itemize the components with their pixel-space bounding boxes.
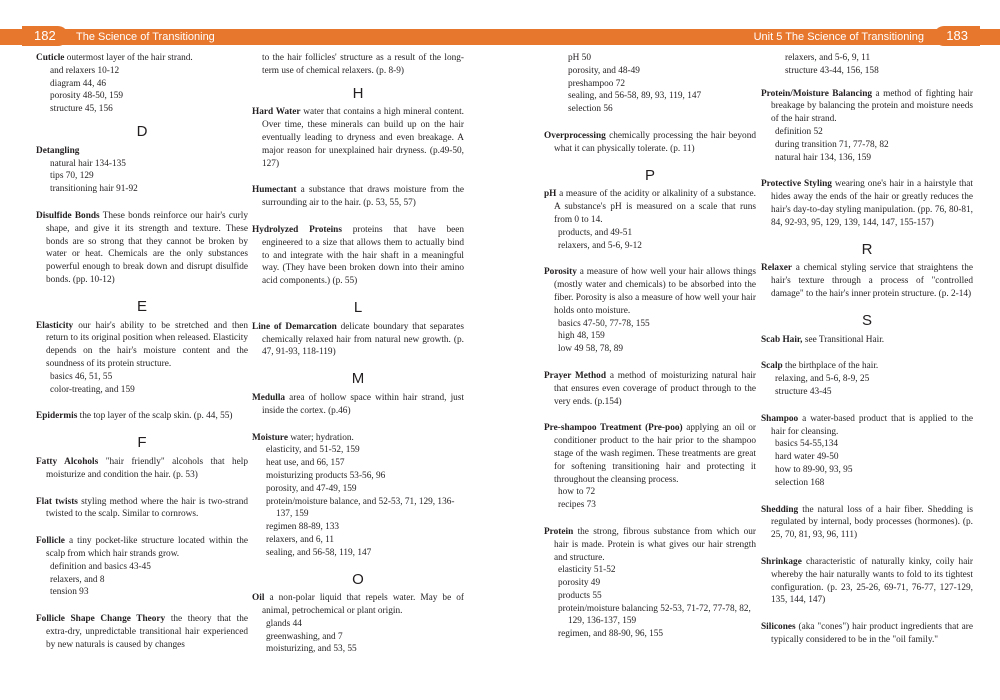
subentry: definition 52 [775, 126, 823, 137]
subentry: preshampoo 72 [568, 78, 626, 89]
definition: characteristic of naturally kinky, coily hair whereby the hair naturally wants to fold to its tightest configuration. (p. 23, 25-26, 69-71, 76-77, 127-129, 135, 144, 147) [771, 556, 973, 606]
subentry: during transition 71, 77-78, 82 [775, 139, 889, 150]
definition: area of hollow space within hair strand, just inside the cortex. (p.46) [262, 392, 464, 416]
subentry: pH 50 [568, 53, 591, 63]
subentry: sealing, and 56-58, 89, 93, 119, 147 [568, 91, 702, 102]
subentry: tension 93 [50, 587, 89, 598]
subentry: basics 54-55,134 [775, 439, 839, 450]
subentry: relaxers, and 5-6, 9, 11 [785, 53, 871, 63]
subentry: structure 45, 156 [50, 104, 113, 115]
right-page-number: 183 [934, 26, 980, 46]
section-letter-f: F [137, 434, 147, 452]
subentry: porosity 48-50, 159 [50, 91, 124, 102]
entry-follicle-shape-change-theory [36, 613, 248, 651]
definition: a water-based product that is applied to the hair for cleansing. [771, 413, 973, 437]
section-letter-s: S [861, 311, 872, 329]
definition: a measure of how well your hair allows things (mostly water and chemicals) to be absorbed into the fiber. Porosity is also a measure of how well your hair holds onto moisture. [554, 267, 756, 316]
section-letter-l: L [353, 298, 363, 316]
subentry: sealing, and 56-58, 119, 147 [266, 547, 372, 558]
entry-shampoo [761, 413, 973, 490]
subentry: hard water 49-50 [775, 452, 839, 463]
subentry: elasticity, and 51-52, 159 [266, 445, 360, 456]
entry-overprocessing [544, 130, 756, 156]
term: Scab Hair, [761, 334, 803, 345]
term: Fatty Alcohols [36, 456, 99, 467]
entry-hydrolyzed-proteins [252, 224, 464, 288]
right-title-text: The Science of Transitioning [785, 31, 924, 43]
subentry: regimen, and 88-90, 96, 155 [558, 629, 664, 640]
entry-hard-water [252, 106, 464, 170]
definition: a method of fighting hair breakage by balancing the protein and moisture needs of the hair strand. [771, 88, 973, 125]
definition: outermost layer of the hair strand. [66, 53, 193, 63]
definition: water that contains a high mineral content. Over time, these minerals can build up on the hair eventually leading to dryness and even breakage. A major reason for unexplained hair dryness. (p.49-50, 127) [262, 107, 464, 169]
subentry: glands 44 [266, 618, 302, 629]
subentry: definition and basics 43-45 [50, 561, 151, 572]
glossary-column-1 [36, 52, 248, 700]
section-letter-m: M [351, 370, 365, 388]
term: Disulfide Bonds [36, 210, 100, 221]
subentry: high 48, 159 [558, 331, 605, 342]
subentry: tips 70, 129 [50, 171, 94, 182]
definition: see Transitional Hair. [804, 334, 885, 345]
subentry: basics 46, 51, 55 [50, 371, 113, 382]
subentry: relaxing, and 5-6, 8-9, 25 [775, 374, 870, 385]
entry-protein [544, 526, 756, 641]
subentry: relaxers, and 8 [50, 574, 105, 585]
definition: applying an oil or conditioner product to the hair prior to the shampoo stage of the wash regimen. These treatments are great for softening transitioning hair and protecting it throughout the cleansing process. [554, 423, 756, 485]
definition: the strong, fibrous substance from which our hair is made. Protein is what gives our hair strength and structure. [554, 526, 756, 563]
subentry: regimen 88-89, 133 [266, 522, 340, 533]
entry-pre-shampoo-treatment [544, 422, 756, 512]
term: Follicle [36, 536, 65, 547]
entry-silicones [761, 621, 973, 647]
subentry: protein/moisture balance, and 52-53, 71, 129, 136-137, 159 [266, 496, 455, 520]
definition: the theory that the extra-dry, unpredictable transitional hair experienced by new naturals is caused by changes [46, 614, 248, 650]
entry-fatty-alcohols [36, 456, 248, 482]
definition: a method of moisturizing natural hair that ensures even coverage of product through to the very ends. (p.154) [554, 370, 756, 407]
subentry: natural hair 134-135 [50, 158, 126, 169]
section-letter-p: P [644, 166, 655, 184]
entry-medulla [252, 392, 464, 418]
continued-subentries [544, 52, 756, 116]
right-running-title [754, 29, 924, 45]
glossary-column-2 [252, 52, 464, 700]
definition: a non-polar liquid that repels water. May be of animal, petrochemical or plant origin. [262, 593, 464, 617]
section-letter-h: H [352, 84, 364, 102]
glossary-column-4 [761, 52, 973, 700]
section-letter-e: E [136, 297, 147, 315]
term: Cuticle [36, 53, 65, 63]
term: Shampoo [761, 413, 799, 424]
subentry: relaxers, and 5-6, 9-12 [558, 240, 642, 251]
right-header-bar [500, 29, 1000, 45]
entry-relaxer [761, 262, 973, 300]
unit-label: Unit 5 [753, 31, 783, 43]
entry-scab-hair [761, 334, 973, 347]
entry-scalp [761, 360, 973, 398]
definition: our hair's ability to be stretched and then return to its original position when released. Elasticity depends on the hair's moisture content and the soundness of its protein structure. [46, 320, 248, 369]
subentry: recipes 73 [558, 500, 596, 511]
definition: water; hydration. [290, 432, 354, 443]
definition: a measure of the acidity or alkalinity of a substance. A substance's pH is measured on a scale that runs from 0 to 14. [554, 189, 756, 225]
entry-epidermis [36, 410, 248, 423]
definition: These bonds reinforce our hair's curly shape, and give it its strength and texture. These bonds are so strong that they cannot be broken by water or heat. Chemicals are the only substances powerful enough to break down and disrupt disulfide bonds. (pp. 10-12) [46, 210, 248, 285]
term: Protein [544, 526, 574, 537]
term: Relaxer [761, 263, 792, 274]
term: Follicle Shape Change Theory [36, 614, 166, 625]
term: pH [544, 189, 557, 200]
subentry: selection 168 [775, 477, 825, 488]
entry-protective-styling [761, 178, 973, 229]
subentry: relaxers, and 6, 11 [266, 534, 335, 545]
subentry: selection 56 [568, 104, 613, 115]
term: Humectant [252, 185, 297, 196]
subentry: low 49 58, 78, 89 [558, 344, 624, 355]
subentry: color-treating, and 159 [50, 384, 135, 395]
subentry: basics 47-50, 77-78, 155 [558, 318, 650, 329]
subentry: protein/moisture balancing 52-53, 71-72, 77-78, 82, 129, 136-137, 159 [558, 603, 751, 627]
entry-line-of-demarcation [252, 321, 464, 359]
definition: (aka "cones") hair product ingredients that are typically considered to be in the "oil family." [771, 622, 973, 645]
subentry: how to 89-90, 93, 95 [775, 464, 853, 475]
entry-moisture [252, 432, 464, 560]
subentry: porosity, and 48-49 [568, 65, 640, 76]
definition: proteins that have been engineered to a size that allows them to actually bind to and integrate with the hair shaft in a meaningful way. (They have been broken down into their amino acid components.) (p. 55) [262, 224, 464, 287]
term: Detangling [36, 145, 80, 156]
section-letter-o: O [352, 570, 364, 588]
subentry: diagram 44, 46 [50, 78, 107, 89]
term: Shrinkage [761, 556, 802, 567]
term: Medulla [252, 392, 286, 403]
entry-ph [544, 188, 756, 252]
definition: a tiny pocket-like structure located within the scalp from which hair strands grow. [46, 536, 248, 559]
subentry: porosity, and 47-49, 159 [266, 483, 357, 494]
term: Flat twists [36, 496, 78, 507]
term: Hard Water [252, 107, 301, 118]
term: Overprocessing [544, 130, 606, 141]
entry-porosity [544, 266, 756, 356]
term: Pre-shampoo Treatment (Pre-poo) [544, 423, 683, 434]
subentry: natural hair 134, 136, 159 [775, 152, 872, 163]
subentry: porosity 49 [558, 578, 601, 589]
term: Prayer Method [544, 370, 607, 381]
entry-disulfide-bonds [36, 210, 248, 287]
entry-shrinkage [761, 556, 973, 607]
term: Scalp [761, 361, 783, 372]
entry-detangling [36, 145, 248, 196]
subentry: moisturizing, and 53, 55 [266, 644, 357, 655]
definition: the top layer of the scalp skin. (p. 44, 55) [79, 411, 233, 422]
continued-subentries [761, 52, 973, 78]
entry-elasticity [36, 320, 248, 397]
glossary-column-3 [544, 52, 756, 700]
term: Protein/Moisture Balancing [761, 88, 873, 99]
definition: "hair friendly" alcohols that help moisturize and condition the hair. (p. 53) [46, 456, 248, 480]
entry-flat-twists [36, 496, 248, 522]
continued-definition: to the hair follicles' structure as a result of the long-term use of chemical relaxers. (p. 8-9) [262, 53, 464, 76]
subentry: moisturizing products 53-56, 96 [266, 470, 386, 481]
section-letter-r: R [861, 240, 873, 258]
subentry: heat use, and 66, 157 [266, 458, 345, 469]
definition: delicate boundary that separates chemically relaxed hair from natural new growth. (p. 47, 91-93, 118-119) [262, 321, 464, 358]
entry-prayer-method [544, 370, 756, 408]
definition: chemically processing the hair beyond what it can physically tolerate. (p. 11) [554, 130, 756, 154]
subentry: structure 43-45 [775, 386, 832, 397]
term: Line of Demarcation [252, 321, 337, 332]
entry-protein-moisture-balancing [761, 88, 973, 165]
subentry: transitioning hair 91-92 [50, 184, 138, 195]
term: Hydrolyzed Proteins [252, 224, 342, 235]
entry-humectant [252, 184, 464, 210]
entry-oil [252, 592, 464, 656]
entry-shedding [761, 504, 973, 542]
definition: styling method where the hair is two-strand twisted to the scalp. Similar to cornrows. [46, 496, 248, 520]
subentry: greenwashing, and 7 [266, 631, 343, 642]
term: Moisture [252, 432, 288, 443]
subentry: and relaxers 10-12 [50, 65, 120, 76]
term: Shedding [761, 504, 799, 515]
subentry: products 55 [558, 590, 602, 601]
definition: a substance that draws moisture from the surrounding air to the hair. (p. 53, 55, 57) [262, 185, 464, 209]
term: Oil [252, 593, 265, 604]
left-running-title: The Science of Transitioning [76, 31, 215, 43]
subentry: how to 72 [558, 487, 596, 498]
subentry: products, and 49-51 [558, 227, 633, 238]
subentry: structure 43-44, 156, 158 [785, 65, 879, 76]
definition: a chemical styling service that straightens the hair's texture through a process of "controlled damage" to the hair's inner protein structure. (p. 2-14) [771, 263, 973, 299]
left-page-number: 182 [22, 26, 68, 46]
term: Epidermis [36, 411, 78, 422]
subentry: elasticity 51-52 [558, 565, 616, 576]
entry-follicle [36, 535, 248, 599]
term: Silicones [761, 622, 796, 633]
left-header-bar [0, 29, 500, 45]
definition: wearing one's hair in a hairstyle that hides away the ends of the hair or greatly reduces the hair's day-to-day styling manipulation. (pp. 76, 80-81, 84, 92-93, 95, 129, 139, 144, 147, 155-157) [771, 179, 973, 228]
definition: the birthplace of the hair. [785, 361, 879, 372]
term: Porosity [544, 267, 577, 278]
section-letter-d: D [136, 122, 148, 140]
term: Protective Styling [761, 179, 832, 190]
entry-cuticle [36, 52, 248, 116]
definition: the natural loss of a hair fiber. Shedding is regulated by internal, body processes (hormones). (p. 25, 70, 81, 93, 96, 111) [771, 504, 973, 541]
term: Elasticity [36, 320, 74, 331]
